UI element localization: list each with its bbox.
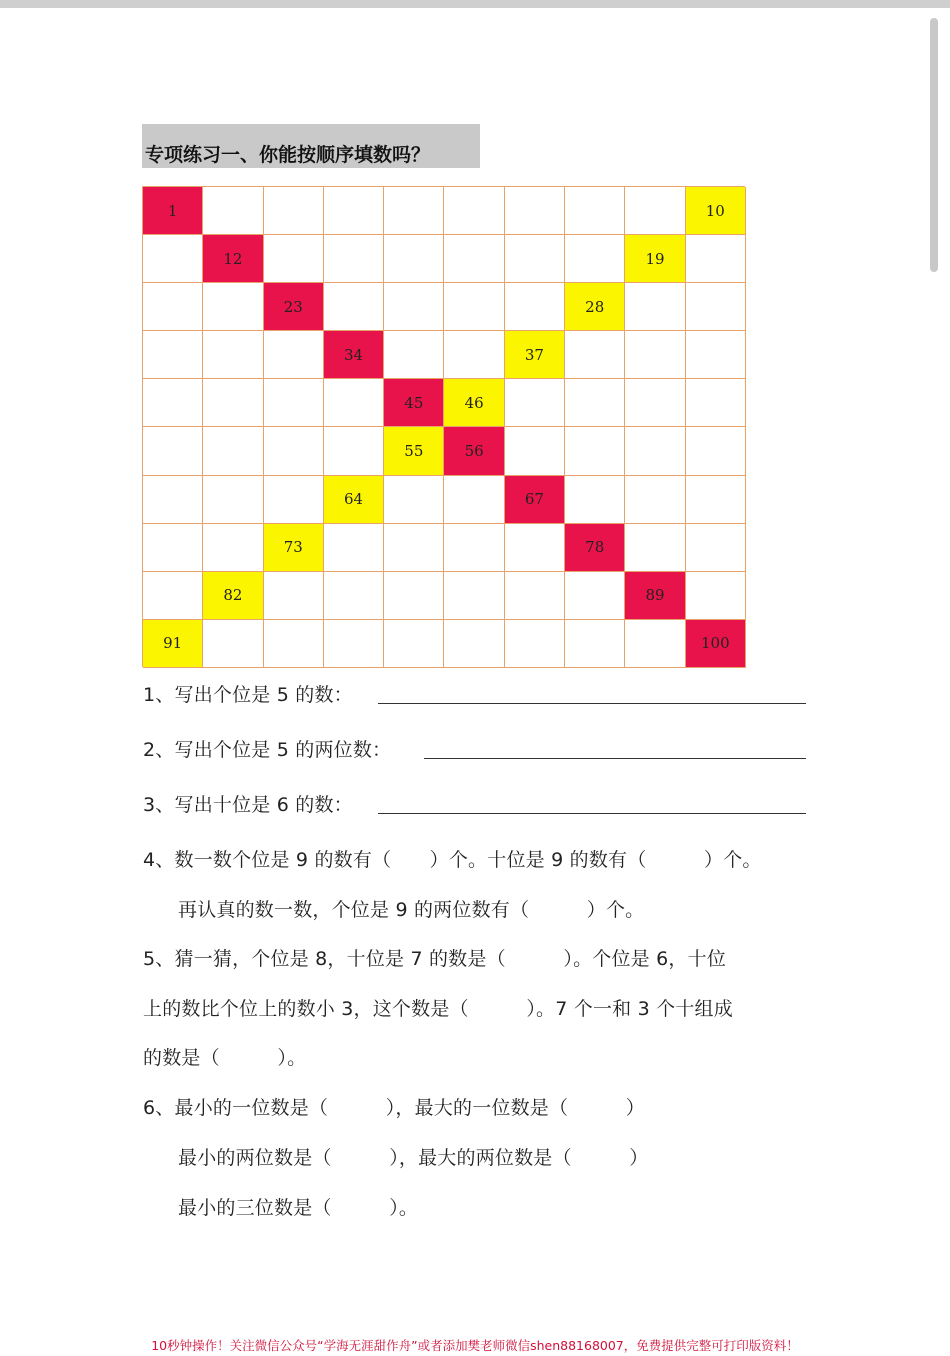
grid-cell-empty[interactable] [505,620,565,668]
grid-cell-empty[interactable] [203,476,263,524]
grid-cell-empty[interactable] [686,427,746,475]
grid-cell-yellow[interactable]: 55 [384,427,444,475]
grid-cell-empty[interactable] [324,187,384,235]
grid-cell-yellow[interactable]: 64 [324,476,384,524]
scrollbar[interactable] [930,18,938,272]
grid-cell-red[interactable]: 67 [505,476,565,524]
answer-line-3[interactable] [378,813,806,814]
grid-cell-empty[interactable] [264,572,324,620]
grid-cell-empty[interactable] [565,331,625,379]
grid-cell-empty[interactable] [686,379,746,427]
grid-cell-empty[interactable] [505,572,565,620]
grid-cell-empty[interactable] [143,379,203,427]
question-5-line-3: 的数是（ ）。 [143,1047,307,1069]
grid-cell-empty[interactable] [625,620,685,668]
question-4-line-1: 4、数一数个位是 9 的数有（ ）个。十位是 9 的数有（ ）个。 [143,849,762,871]
grid-cell-empty[interactable] [444,620,504,668]
grid-cell-yellow[interactable]: 19 [625,235,685,283]
grid-cell-yellow[interactable]: 46 [444,379,504,427]
grid-cell-empty[interactable] [324,572,384,620]
number-grid [142,186,745,667]
grid-cell-empty[interactable] [444,187,504,235]
grid-cell-red[interactable]: 56 [444,427,504,475]
question-6-line-3: 最小的三位数是（ ）。 [178,1197,419,1219]
grid-cell-empty[interactable] [625,524,685,572]
grid-cell-empty[interactable] [444,524,504,572]
grid-cell-empty[interactable] [324,427,384,475]
question-2: 2、写出个位是 5 的两位数： [143,739,392,761]
grid-cell-empty[interactable] [384,524,444,572]
grid-cell-empty[interactable] [324,283,384,331]
grid-cell-empty[interactable] [203,379,263,427]
answer-line-1[interactable] [378,703,806,704]
grid-cell-empty[interactable] [625,427,685,475]
grid-cell-empty[interactable] [264,379,324,427]
grid-cell-empty[interactable] [444,476,504,524]
grid-cell-empty[interactable] [505,283,565,331]
grid-cell-empty[interactable] [203,283,263,331]
grid-cell-red[interactable]: 34 [324,331,384,379]
question-4-line-2: 再认真的数一数，个位是 9 的两位数有（ ）个。 [178,899,645,921]
grid-cell-empty[interactable] [324,620,384,668]
grid-cell-empty[interactable] [625,379,685,427]
grid-cell-empty[interactable] [686,331,746,379]
question-5-line-2: 上的数比个位上的数小 3，这个数是（ ）。7 个一和 3 个十组成 [143,998,733,1020]
grid-cell-empty[interactable] [384,476,444,524]
answer-line-2[interactable] [424,758,806,759]
question-6-line-2: 最小的两位数是（ ），最大的两位数是（ ） [178,1147,649,1169]
grid-cell-empty[interactable] [143,283,203,331]
grid-cell-empty[interactable] [143,524,203,572]
grid-cell-empty[interactable] [565,427,625,475]
page-title: 专项练习一、你能按顺序填数吗？ [145,144,431,166]
grid-cell-empty[interactable] [686,524,746,572]
grid-cell-empty[interactable] [143,331,203,379]
grid-cell-yellow[interactable]: 28 [565,283,625,331]
grid-cell-empty[interactable] [505,235,565,283]
grid-cell-empty[interactable] [505,427,565,475]
grid-cell-yellow[interactable]: 10 [686,187,746,235]
grid-cell-red[interactable]: 89 [625,572,685,620]
grid-cell-empty[interactable] [505,379,565,427]
grid-cell-empty[interactable] [565,235,625,283]
grid-cell-red[interactable]: 12 [203,235,263,283]
grid-cell-empty[interactable] [505,524,565,572]
grid-cell-empty[interactable] [625,331,685,379]
grid-cell-empty[interactable] [324,524,384,572]
grid-cell-empty[interactable] [444,331,504,379]
grid-cell-empty[interactable] [324,235,384,283]
grid-cell-red[interactable]: 23 [264,283,324,331]
grid-cell-empty[interactable] [203,524,263,572]
grid-cell-empty[interactable] [686,283,746,331]
grid-cell-empty[interactable] [384,620,444,668]
grid-cell-yellow[interactable]: 91 [143,620,203,668]
grid-cell-empty[interactable] [264,235,324,283]
grid-cell-empty[interactable] [384,235,444,283]
grid-cell-empty[interactable] [384,572,444,620]
grid-cell-empty[interactable] [686,572,746,620]
grid-cell-empty[interactable] [505,187,565,235]
grid-cell-empty[interactable] [565,379,625,427]
grid-cell-empty[interactable] [565,620,625,668]
grid-cell-empty[interactable] [384,283,444,331]
grid-cell-empty[interactable] [565,187,625,235]
question-3: 3、写出十位是 6 的数： [143,794,353,816]
grid-cell-empty[interactable] [625,187,685,235]
grid-cell-empty[interactable] [444,572,504,620]
grid-cell-yellow[interactable]: 73 [264,524,324,572]
grid-cell-empty[interactable] [384,331,444,379]
grid-cell-empty[interactable] [203,187,263,235]
grid-cell-red[interactable]: 1 [143,187,203,235]
question-5-line-1: 5、猜一猜，个位是 8，十位是 7 的数是（ ）。个位是 6，十位 [143,948,727,970]
grid-cell-empty[interactable] [264,331,324,379]
grid-cell-empty[interactable] [264,476,324,524]
grid-cell-empty[interactable] [686,476,746,524]
grid-cell-empty[interactable] [565,572,625,620]
grid-cell-empty[interactable] [384,187,444,235]
grid-cell-empty[interactable] [264,620,324,668]
footer-promo: 10秒钟操作！关注微信公众号“学海无涯甜作舟”或者添加樊老师微信shen88168007，免费提供完整可打印版资料！ [151,1338,799,1353]
grid-cell-empty[interactable] [143,427,203,475]
grid-cell-empty[interactable] [444,235,504,283]
grid-cell-empty[interactable] [625,283,685,331]
grid-cell-red[interactable]: 45 [384,379,444,427]
grid-cell-empty[interactable] [143,572,203,620]
grid-cell-empty[interactable] [143,476,203,524]
grid-cell-empty[interactable] [203,620,263,668]
grid-cell-empty[interactable] [264,427,324,475]
grid-cell-empty[interactable] [264,187,324,235]
grid-cell-red[interactable]: 78 [565,524,625,572]
question-1: 1、写出个位是 5 的数： [143,684,353,706]
grid-cell-empty[interactable] [625,476,685,524]
grid-cell-empty[interactable] [444,283,504,331]
grid-cell-empty[interactable] [203,331,263,379]
grid-cell-red[interactable]: 100 [686,620,746,668]
grid-cell-empty[interactable] [324,379,384,427]
grid-cell-yellow[interactable]: 37 [505,331,565,379]
grid-cell-empty[interactable] [203,427,263,475]
grid-cell-empty[interactable] [686,235,746,283]
grid-cell-yellow[interactable]: 82 [203,572,263,620]
grid-cell-empty[interactable] [143,235,203,283]
top-bar [0,0,950,8]
question-6-line-1: 6、最小的一位数是（ ），最大的一位数是（ ） [143,1097,645,1119]
grid-cell-empty[interactable] [565,476,625,524]
